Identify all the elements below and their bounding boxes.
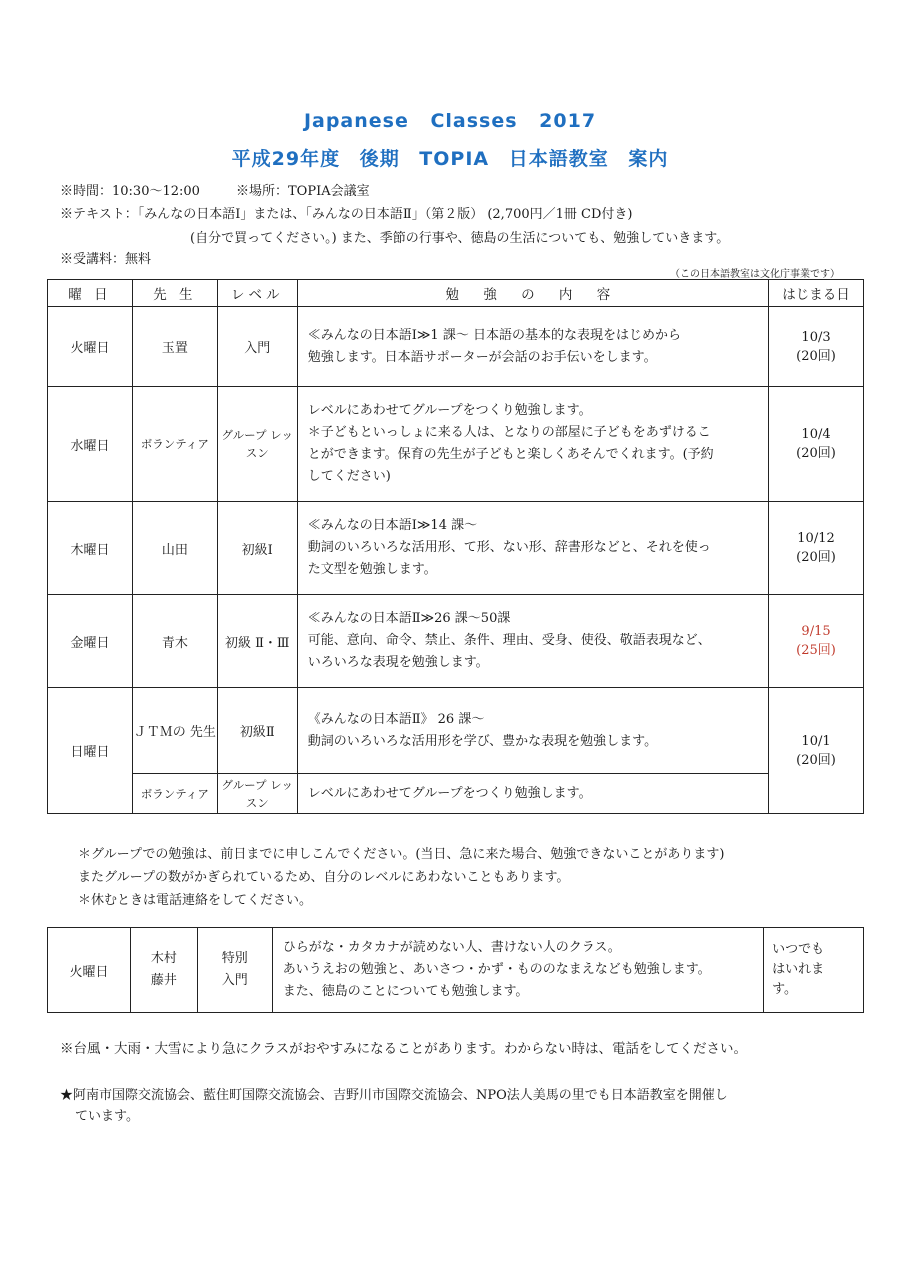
content-cell <box>297 387 768 502</box>
content-line: とができます。保育の先生が子どもと楽しくあそんでくれます。(予約 <box>307 447 714 462</box>
teacher-name: 藤井 <box>150 973 177 988</box>
content-line: してください) <box>307 469 391 484</box>
day-cell: 火曜日 <box>48 307 133 387</box>
teacher-cell: ボランティア <box>132 387 217 502</box>
info-place: ※場所：TOPIA会議室 <box>236 184 370 199</box>
start-date: 10/1 <box>801 733 831 749</box>
note-line: またグループの数がかぎられているため、自分のレベルにあわないこともあります。 <box>78 870 570 885</box>
special-class-table <box>47 927 864 1013</box>
title-english: Japanese Classes 2017 <box>303 110 597 132</box>
info-note: （この日本語教室は文化庁事業です） <box>670 269 840 280</box>
content-line: 動詞のいろいろな活用形を学び、豊かな表現を勉強します。 <box>307 733 658 749</box>
table-row <box>48 595 864 688</box>
note-line: ＊休むときは電話連絡をしてください。 <box>78 893 313 908</box>
start-date: 9/15 <box>801 624 831 639</box>
content-line: ≪みんなの日本語Ⅱ≫26 課～50課 <box>307 611 511 626</box>
start-text: いつでも <box>772 942 825 957</box>
level-label: 特別 <box>221 951 248 966</box>
level-cell: グループ レッスン <box>217 774 297 814</box>
level-label: 入門 <box>221 973 248 988</box>
day-cell: 金曜日 <box>48 595 133 688</box>
start-cell <box>769 387 864 502</box>
table-row <box>48 387 864 502</box>
start-date: 10/3 <box>801 329 831 345</box>
teacher-cell <box>130 928 197 1013</box>
content-line: いろいろな表現を勉強します。 <box>307 655 489 670</box>
start-date: 10/4 <box>801 427 831 442</box>
content-line: また、徳島のことについても勉強します。 <box>282 984 529 999</box>
session-count: (25回) <box>796 643 836 658</box>
info-text-line2: (自分で買ってください。) また、季節の行事や、徳島の生活についても、勉強していきます。 <box>190 231 730 246</box>
day-cell: 木曜日 <box>48 502 133 595</box>
content-line: レベルにあわせてグループをつくり勉強します。 <box>307 785 592 801</box>
table-row <box>48 774 864 814</box>
table-row <box>48 502 864 595</box>
level-cell: 初級Ⅱ <box>217 688 297 774</box>
teacher-cell: 山田 <box>132 502 217 595</box>
day-cell: 水曜日 <box>48 387 133 502</box>
teacher-name: 木村 <box>150 951 177 966</box>
level-cell: グループ レッスン <box>217 387 297 502</box>
content-line: ＊子どもといっしょに来る人は、となりの部屋に子どもをあずけるこ <box>307 425 711 440</box>
level-cell: 初級 Ⅱ・Ⅲ <box>217 595 297 688</box>
info-fee: ※受講料：無料 <box>60 252 152 267</box>
title-japanese: 平成29年度 後期 TOPIA 日本語教室 案内 <box>231 148 669 170</box>
info-time: ※時間：10:30～12:00 <box>60 184 200 199</box>
start-cell <box>769 307 864 387</box>
content-cell <box>297 774 768 814</box>
level-cell: 入門 <box>217 307 297 387</box>
start-text: はいれま <box>772 962 825 977</box>
content-line: 勉強します。日本語サポーターが会話のお手伝いをします。 <box>307 349 657 365</box>
table-row <box>48 688 864 774</box>
content-line: た文型を勉強します。 <box>307 562 437 577</box>
start-cell <box>764 928 864 1013</box>
day-cell: 火曜日 <box>48 928 131 1013</box>
teacher-cell: ＪＴＭの 先生 <box>132 688 217 774</box>
table-row <box>48 928 864 1013</box>
session-count: (20回) <box>796 550 836 565</box>
content-cell <box>297 688 768 774</box>
other-classes-line1: ★阿南市国際交流協会、藍住町国際交流協会、吉野川市国際交流協会、NPO法人美馬の里でも日本語教室を開催し <box>60 1088 728 1103</box>
level-cell: 初級Ⅰ <box>217 502 297 595</box>
note-line: ＊グループでの勉強は、前日までに申しこんでください。(当日、急に来た場合、勉強できないことがあります) <box>78 847 725 862</box>
content-line: 動詞のいろいろな活用形、て形、ない形、辞書形などと、それを使っ <box>307 540 711 555</box>
day-cell: 日曜日 <box>48 688 133 814</box>
level-cell <box>197 928 272 1013</box>
content-cell <box>297 307 768 387</box>
content-cell <box>297 595 768 688</box>
start-date: 10/12 <box>797 531 835 546</box>
schedule-table <box>47 279 864 814</box>
start-cell <box>769 502 864 595</box>
content-line: 《みんなの日本語Ⅱ》 26 課～ <box>307 711 485 727</box>
content-line: あいうえおの勉強と、あいさつ・かず・もののなまえなども勉強します。 <box>282 962 711 977</box>
start-cell <box>769 688 864 814</box>
content-cell <box>272 928 763 1013</box>
info-text-line1: ※テキスト：「みんなの日本語Ⅰ」または、「みんなの日本語Ⅱ」（第２版） (2,700円／1冊 CD付き) <box>60 207 633 222</box>
content-line: レベルにあわせてグループをつくり勉強します。 <box>307 403 592 418</box>
session-count: (20回) <box>796 348 836 364</box>
header-teacher: 先 生 <box>132 280 217 307</box>
other-classes-line2: ています。 <box>75 1109 139 1124</box>
header-content: 勉 強 の 内 容 <box>297 280 768 307</box>
header-day: 曜 日 <box>48 280 133 307</box>
teacher-cell: 玉置 <box>132 307 217 387</box>
content-line: ≪みんなの日本語Ⅰ≫14 課～ <box>307 518 478 533</box>
table-header-row <box>48 280 864 307</box>
weather-warning: ※台風・大雨・大雪により急にクラスがおやすみになることがあります。わからない時は、電話をしてください。 <box>60 1041 748 1057</box>
session-count: (20回) <box>796 446 836 461</box>
content-line: ひらがな・カタカナが読めない人、書けない人のクラス。 <box>282 940 621 955</box>
header-start: はじまる日 <box>769 280 864 307</box>
start-text: す。 <box>772 982 798 997</box>
header-level: レベル <box>217 280 297 307</box>
content-line: 可能、意向、命令、禁止、条件、理由、受身、使役、敬語表現など、 <box>307 633 711 648</box>
session-count: (20回) <box>796 752 836 768</box>
content-cell <box>297 502 768 595</box>
start-cell <box>769 595 864 688</box>
content-line: ≪みんなの日本語Ⅰ≫1 課～ 日本語の基本的な表現をはじめから <box>307 327 681 343</box>
teacher-cell: ボランティア <box>132 774 217 814</box>
teacher-cell: 青木 <box>132 595 217 688</box>
table-row <box>48 307 864 387</box>
